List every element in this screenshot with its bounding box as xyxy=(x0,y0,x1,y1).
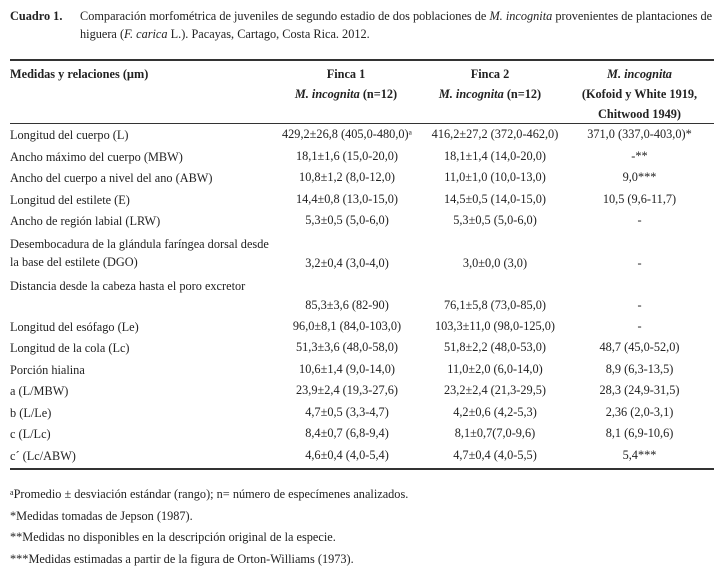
caption-host: F. carica xyxy=(124,27,168,41)
reference-value: - xyxy=(637,255,642,270)
row-name: a (L/MBW) xyxy=(10,384,69,398)
reference-value: 10,5 (9,6-11,7) xyxy=(602,191,677,206)
finca2-value: 8,1±0,7(7,0-9,6) xyxy=(454,426,536,440)
row-name: Longitud de la cola (Lc) xyxy=(10,341,130,355)
header-reference xyxy=(563,64,716,124)
row-name: Desembocadura de la glándula faríngea dorsal desde la base del estilete (DGO) xyxy=(10,236,269,269)
finca1-value: 85,3±3,6 (82-90) xyxy=(305,297,389,312)
reference-value: - xyxy=(637,297,642,312)
reference-value: 5,4*** xyxy=(622,447,657,462)
table-row xyxy=(10,337,716,359)
footnote xyxy=(10,483,408,505)
reference-value: - xyxy=(637,213,642,227)
caption-text-a: Comparación morfométrica de juveniles de segundo estadio de dos poblaciones de xyxy=(80,9,490,23)
finca2-value: 3,0±0,0 (3,0) xyxy=(462,255,528,270)
caption-text xyxy=(80,7,716,43)
finca2-value: 14,5±0,5 (14,0-15,0) xyxy=(443,191,547,206)
footnote xyxy=(10,548,408,570)
header-finca1-species: M. incognita xyxy=(294,87,360,101)
header-finca2-n: (n=12) xyxy=(503,87,542,101)
finca1-value: 51,3±3,6 (48,0-58,0) xyxy=(295,340,399,354)
finca1-value: 3,2±0,4 (3,0-4,0) xyxy=(305,255,389,270)
finca1-value: 18,1±1,6 (15,0-20,0) xyxy=(295,148,399,163)
finca1-value: 14,4±0,8 (13,0-15,0) xyxy=(295,191,399,206)
reference-value: - xyxy=(637,318,642,333)
reference-value: 8,1 (6,9-10,6) xyxy=(605,426,674,440)
reference-value: -** xyxy=(631,148,648,163)
finca2-value: 18,1±1,4 (14,0-20,0) xyxy=(443,148,547,163)
row-name: b (L/Le) xyxy=(10,405,52,420)
finca2-value: 4,2±0,6 (4,2-5,3) xyxy=(453,404,537,419)
header-finca2-sub xyxy=(419,84,561,104)
table-row xyxy=(10,445,716,467)
table-caption xyxy=(10,7,716,43)
row-name: c (L/Lc) xyxy=(10,427,51,441)
header-finca1-title: Finca 1 xyxy=(326,67,366,81)
table-row xyxy=(10,402,716,424)
finca1-value: 10,8±1,2 (8,0-12,0) xyxy=(299,170,395,184)
header-finca1 xyxy=(276,64,416,104)
row-name: Longitud del esófago (Le) xyxy=(10,319,139,334)
header-finca2-title: Finca 2 xyxy=(470,67,510,81)
caption-text-c: provenientes de plantaciones de higuera ( xyxy=(80,9,713,41)
footnote xyxy=(10,526,408,548)
finca1-value: 23,9±2,4 (19,3-27,6) xyxy=(295,383,399,397)
header-reference-line2: (Kofoid y White 1919, xyxy=(581,87,698,101)
table-row xyxy=(10,423,716,445)
footnote-text: Promedio ± desviación estándar (rango); n= número de especímenes analizados. xyxy=(13,487,409,501)
finca2-value: 4,7±0,4 (4,0-5,5) xyxy=(453,447,537,462)
bottom-rule xyxy=(10,468,714,470)
top-rule xyxy=(10,59,714,61)
table-row xyxy=(10,380,716,402)
table-body xyxy=(10,124,716,466)
footnote-text: *Medidas tomadas de Jepson (1987). xyxy=(10,508,193,523)
footnote-text: ***Medidas estimadas a partir de la figura de Orton-Williams (1973). xyxy=(10,551,354,566)
finca2-value: 23,2±2,4 (21,3-29,5) xyxy=(443,383,547,397)
finca1-value: 429,2±26,8 (405,0-480,0)ᵃ xyxy=(282,127,412,141)
row-name: Ancho máximo del cuerpo (MBW) xyxy=(10,149,183,164)
table-row xyxy=(10,189,716,211)
reference-value: 371,0 (337,0-403,0)* xyxy=(587,127,692,141)
header-finca2-species: M. incognita xyxy=(438,87,504,101)
header-reference-species xyxy=(563,64,716,84)
table-row xyxy=(10,167,716,189)
footnotes xyxy=(10,483,408,569)
reference-value: 48,7 (45,0-52,0) xyxy=(599,340,680,354)
finca2-value: 76,1±5,8 (73,0-85,0) xyxy=(443,297,547,312)
header-reference-species-text: M. incognita xyxy=(607,67,672,81)
finca2-value: 416,2±27,2 (372,0-462,0) xyxy=(431,127,559,141)
table-row xyxy=(10,210,716,232)
finca1-value: 5,3±0,5 (5,0-6,0) xyxy=(305,213,389,227)
caption-species: M. incognita xyxy=(489,9,553,23)
reference-value: 2,36 (2,0-3,1) xyxy=(605,404,674,419)
finca1-value: 8,4±0,7 (6,8-9,4) xyxy=(305,426,389,440)
finca1-value: 96,0±8,1 (84,0-103,0) xyxy=(292,318,402,333)
finca2-value: 11,0±2,0 (6,0-14,0) xyxy=(447,361,543,376)
table-row xyxy=(10,232,716,274)
footnote-marker: a xyxy=(10,488,14,497)
table-row xyxy=(10,274,716,316)
row-name: Ancho de región labial (LRW) xyxy=(10,214,161,228)
footnote xyxy=(10,505,408,527)
finca2-value: 51,8±2,2 (48,0-53,0) xyxy=(443,340,547,354)
finca2-value: 11,0±1,0 (10,0-13,0) xyxy=(444,170,546,184)
table-row xyxy=(10,359,716,381)
header-finca1-n: (n=12) xyxy=(359,87,398,101)
row-name: Distancia desde la cabeza hasta el poro excretor xyxy=(10,278,246,293)
finca2-value: 5,3±0,5 (5,0-6,0) xyxy=(453,213,537,227)
row-name: c´ (Lc/ABW) xyxy=(10,448,76,463)
finca2-value: 103,3±11,0 (98,0-125,0) xyxy=(434,318,556,333)
row-name: Ancho del cuerpo a nivel del ano (ABW) xyxy=(10,171,213,185)
row-name: Porción hialina xyxy=(10,362,85,377)
header-reference-line3: Chitwood 1949) xyxy=(597,107,681,121)
reference-value: 9,0*** xyxy=(622,170,657,184)
header-finca2 xyxy=(419,64,561,104)
header-finca1-sub xyxy=(276,84,416,104)
row-name: Longitud del cuerpo (L) xyxy=(10,128,129,142)
table-row xyxy=(10,316,716,338)
reference-value: 8,9 (6,3-13,5) xyxy=(605,361,674,376)
finca1-value: 4,7±0,5 (3,3-4,7) xyxy=(305,404,389,419)
table-row xyxy=(10,124,716,146)
footnote-text: **Medidas no disponibles en la descripción original de la especie. xyxy=(10,530,336,545)
finca1-value: 4,6±0,4 (4,0-5,4) xyxy=(305,447,389,462)
row-name: Longitud del estilete (E) xyxy=(10,192,130,207)
caption-label: Cuadro 1. xyxy=(10,9,63,23)
finca1-value: 10,6±1,4 (9,0-14,0) xyxy=(299,361,395,376)
table-row xyxy=(10,146,716,168)
reference-value: 28,3 (24,9-31,5) xyxy=(599,383,680,397)
caption-text-e: L.). Pacayas, Cartago, Costa Rica. 2012. xyxy=(167,27,370,41)
header-measures: Medidas y relaciones (µm) xyxy=(10,67,149,81)
